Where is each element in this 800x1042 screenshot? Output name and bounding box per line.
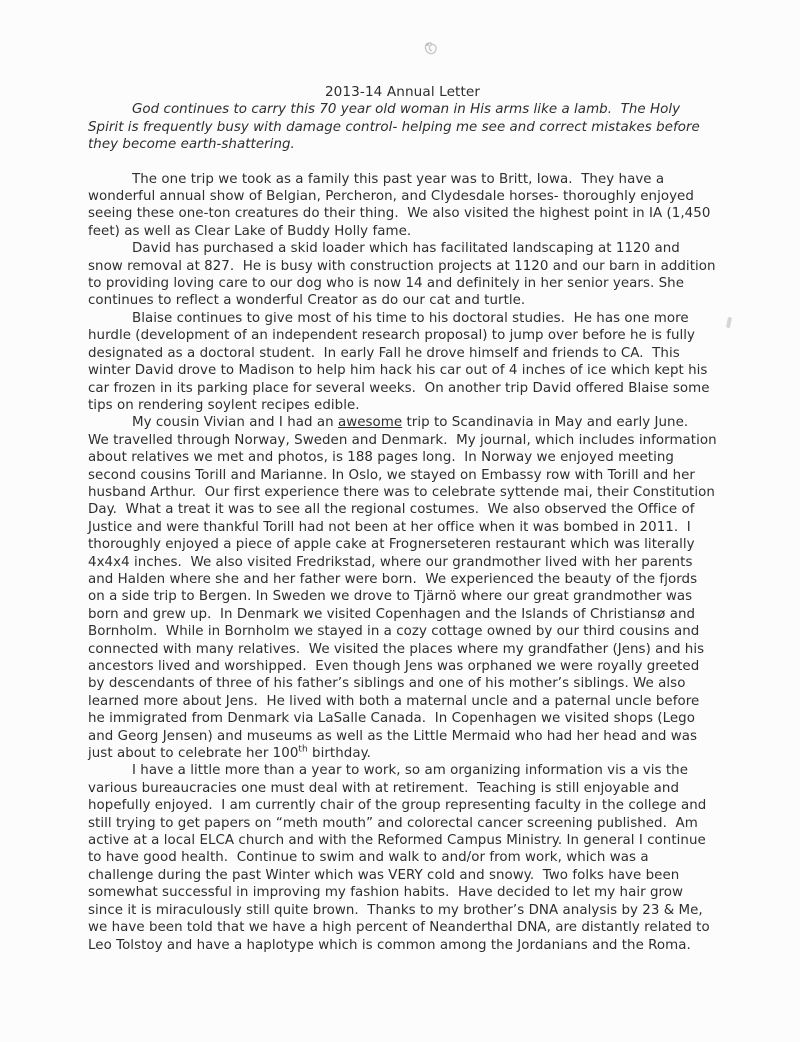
letter-paragraph	[88, 762, 717, 953]
letter-paragraph	[88, 240, 720, 310]
text-run: birthday.	[307, 746, 371, 762]
text-run: My cousin Vivian and I had an	[132, 415, 338, 431]
text-run: David has purchased a skid loader which has facilitated landscaping at 1120 and snow removal at 827. He is busy with construction projects at 1120 and our barn in addition to providing loving care to our dog who is now 14 and definitely in her senior years. She continues to reflect a wonderful Creator as do our cat and turtle.	[88, 241, 720, 309]
letter-paragraph	[88, 101, 717, 153]
scan-smudge-icon	[418, 38, 444, 66]
letter-paragraph	[88, 310, 717, 414]
letter-paragraph	[88, 414, 721, 762]
underlined-text: awesome	[337, 415, 403, 431]
text-run: Blaise continues to give most of his time to his doctoral studies. He has one more hurdle (development of an independent research proposal) to jump over before he is fully designated as a doctoral student. In early Fall he drove himself and friends to CA. This winter David drove to Madison to help him hack his car out of 4 inches of ice which kept his car frozen in its parking place for several weeks. On another trip David offered Blaise some tips on rendering soylent recipes edible.	[88, 310, 714, 413]
letter-title: 2013-14 Annual Letter	[324, 84, 481, 100]
text-run: God continues to carry this 70 year old woman in His arms like a lamb. The Holy Spirit is frequently busy with damage control- helping me see and correct mistakes before they become earth-shattering.	[88, 102, 705, 153]
text-run: The one trip we took as a family this past year was to Britt, Iowa. They have a wonderful annual show of Belgian, Percheron, and Clydesdale horses- thoroughly enjoyed seeing these one-ton creatures do their thing. We also visited the highest point in IA (1,450 feet) as well as Clear Lake of Buddy Holly fame.	[88, 171, 715, 239]
text-run: I have a little more than a year to work, so am organizing information vis a vis the various bureaucracies one must deal with at retirement. Teaching is still enjoyable and hopefully enjoyed. I am currently chair of the group representing faculty in the college and still trying to get papers on “meth mouth” and colorectal cancer screening published. Am active at a local ELCA church and with the Reformed Campus Ministry. In general I continue to have good health. Continue to swim and walk to and/or from work, which was a challenge during the past Winter which was VERY cold and snowy. Two folks have been somewhat successful in improving my fashion habits. Have decided to let my hair grow since it is miraculously still quite brown. Thanks to my brother’s DNA analysis by 23 & Me, we have been told that we have a high percent of Neanderthal DNA, are distantly related to Leo Tolstoy and have a haplotype which is common among the Jordanians and the Roma.	[88, 763, 715, 953]
letter-body	[88, 101, 721, 954]
superscript-text: th	[298, 744, 308, 755]
letter-content	[88, 84, 721, 954]
scan-speck	[726, 317, 732, 329]
text-run: trip to Scandinavia in May and early June. We travelled through Norway, Sweden and Denmark. My journal, which includes information about relatives we met and photos, is 188 pages long. In Norway we enjoyed meeting second cousins Torill and Marianne. In Oslo, we stayed on Embassy row with Torill and her husband Arthur. Our first experience there was to celebrate syttende mai, their Constitution Day. What a treat it was to see all the regional costumes. We also observed the Office of Justice and were thankful Torill had not been at her office when it was bombed in 2011. I thoroughly enjoyed a piece of apple cake at Frognerseteren restaurant which was literally 4x4x4 inches. We also visited Fredrikstad, where our grandmother lived with her parents and Halden where she and her father were born. We experienced the beauty of the fjords on a side trip to Bergen. In Sweden we drove to Tjärnö where our great grandmother was born and grew up. In Denmark we visited Copenhagen and the Islands of Christiansø and Bornholm. While in Bornholm we stayed in a cozy cottage owned by our third cousins and connected with many relatives. We visited the places where my grandfather (Jens) and his ancestors lived and worshipped. Even though Jens was orphaned we were royally greeted by descendants of three of his father’s siblings and one of his mother’s siblings. We also learned more about Jens. He lived with both a maternal uncle and a paternal uncle before he immigrated from Denmark via LaSalle Canada. In Copenhagen we visited shops (Lego and Georg Jensen) and museums as well as the Little Mermaid who had her head and was just about to celebrate her 100	[88, 415, 721, 762]
letter-paragraph	[88, 171, 717, 241]
